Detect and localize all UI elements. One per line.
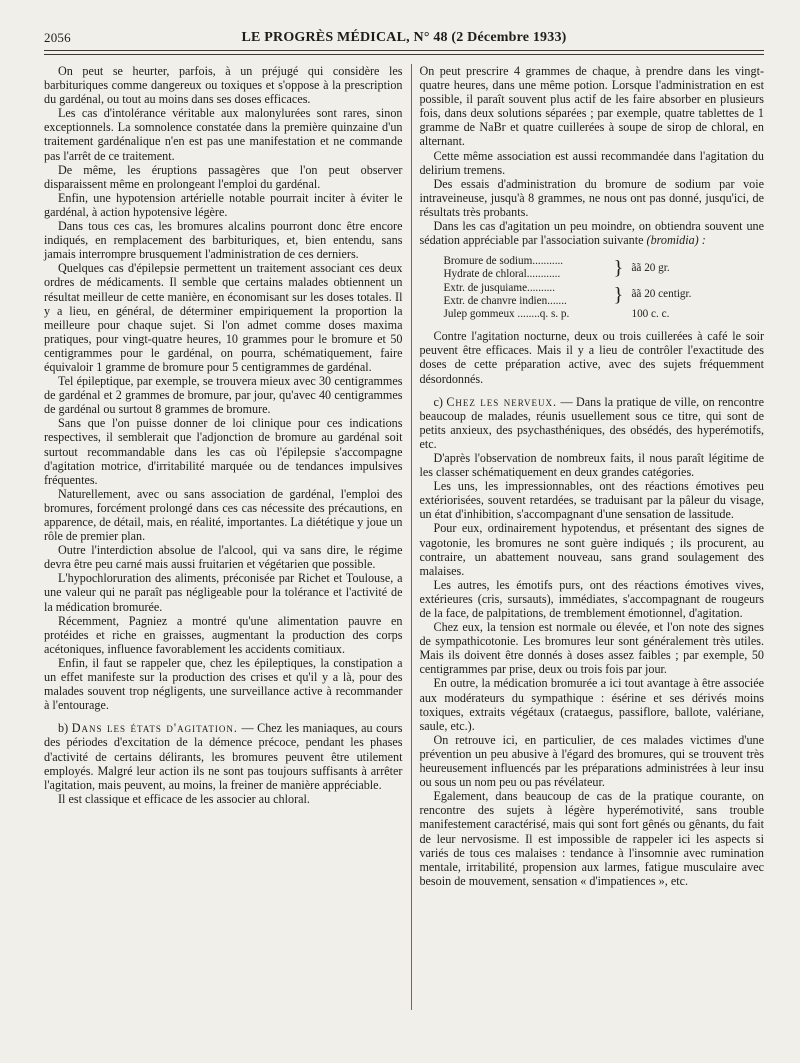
column-divider [411, 64, 412, 1010]
paragraph: Récemment, Pagniez a montré qu'une alimentation pauvre en protéides et riche en graisses, augmentant la production des corps acétoniques, influence favorablement les accidents comitiaux. [44, 613, 403, 656]
paragraph: Il est classique et efficace de les associer au chloral. [58, 791, 310, 806]
section-heading: Dans les états d'agitation. [71, 721, 238, 736]
page-number: 2056 [44, 30, 71, 45]
recipe-item: Extr. de jusquiame.......... [443, 281, 556, 294]
paragraph: Sans que l'on puisse donner de loi clinique pour ces indications respectives, il semblerait que l'adjonction de bromure au gardénal soit surtout recommandable dans les cas où l'épilepsie s'accompagne d'agitation motrice, d'irritabilité marquée ou de tendances impulsives fréquentes. [44, 416, 403, 487]
recipe-dose: 100 c. c. [631, 308, 670, 321]
right-column [419, 64, 764, 1010]
paragraph: Les cas d'intolérance véritable aux malonylurées sont rares, sinon exceptionnels. La somnolence constatée dans la première quinzaine d'un traitement gardénalique n'en est pas une manifestation et ne commande pas l'arrêt de ce traitement. [44, 106, 403, 163]
paragraph: Cette même association est aussi recommandée dans l'agitation du delirium tremens. [419, 148, 764, 177]
page-header [44, 26, 764, 48]
left-column [44, 64, 402, 1010]
bromidia-name: (bromidia) : [646, 233, 706, 248]
paragraph: On peut se heurter, parfois, à un préjugé qui considère les barbituriques comme dangereux ou toxiques et s'oppose à la prescription du gardénal, ou tout au moins dans ses doses efficaces. [44, 64, 403, 107]
section-c-paragraph [419, 395, 764, 451]
section-heading: Chez les nerveux. [446, 394, 558, 409]
paragraph: L'hypochloruration des aliments, préconisée par Richet et Toulouse, a une valeur qui ne paraît pas négligeable pour la tolérance et l'activité de la médication bromurée. [44, 571, 403, 614]
header-rule [44, 50, 764, 51]
header-rule-thin [44, 54, 764, 55]
paragraph [419, 219, 764, 247]
article-body [44, 64, 764, 1010]
paragraph: Pour eux, ordinairement hypotendus, et présentant des signes de vagotonie, les bromures ne sont guère indiqués ; ils procurent, au contraire, un abattement nouveau, sans grand soulagement des malaises. [419, 521, 764, 578]
recipe-item: Bromure de sodium........... [443, 255, 564, 268]
bromidia-intro: Dans les cas d'agitation un peu moindre, on obtiendra souvent une sédation appréciable par l'association suivante [419, 219, 764, 248]
running-title: LE PROGRÈS MÉDICAL, N° 48 (2 Décembre 1933) [241, 30, 567, 45]
paragraph: Enfin, une hypotension artérielle notable pourrait inciter à éviter le gardénal, à action hypotensive légère. [44, 190, 403, 219]
section-text: — Dans la pratique de ville, on rencontre beaucoup de malades, réunis usuellement sous ce titre, qui sont de petits anxieux, des psychasthéniques, des obsédés, des hyperémotifs, etc. [419, 394, 764, 451]
recipe-dose: ãã 20 centigr. [631, 288, 692, 301]
paragraph: Chez eux, la tension est normale ou élevée, et l'on note des signes de sympathicotonie. Les bromures leur sont généralement très utiles. Mais ils doivent être donnés à doses assez faibles ; par exemple, 50 centigrammes par prise, deux ou trois fois par jour. [419, 620, 764, 677]
section-marker: c) [433, 394, 443, 409]
paragraph: On retrouve ici, en particulier, de ces malades victimes d'une prévention un peu abusive à l'égard des bromures, qui se trouvent très heureusement influencés par les préparations administrées à leur insu ou sous un nom peu ou pas révélateur. [419, 732, 764, 790]
recipe-dose: ãã 20 gr. [631, 261, 670, 274]
paragraph: Quelques cas d'épilepsie permettent un traitement associant ces deux ordres de médicaments. Il semble que certains malades obtiennent un résultat meilleur de cette manière, en économisant sur les doses totales. Il y a lieu, en général, de déterminer empiriquement la proportion la meilleure pour chaque sujet. Si l'on admet comme doses maxima pratiques, pour vingt-quatre heures, 10 grammes pour le bromure et 50 centigrammes pour le gardénal, on pourra, schématiquement, faire équivaloir 1 gramme de bromure pour 5 centigrammes de gardénal. [44, 261, 403, 374]
recipe-item: Hydrate de chloral............ [443, 268, 561, 281]
recipe-item: Julep gommeux ........q. s. p. [443, 308, 570, 321]
brace-icon: } [613, 257, 624, 280]
paragraph: Egalement, dans beaucoup de cas de la pratique courante, on rencontre des sujets à légère hyperémotivité, sans trouble manifestement caractérisé, mais qui sont fort gênés ou gênants, du fait de leur nervosisme. Il est impossible de rappeler ici les aspects si variés de tous ces malaises : tendance à l'insomnie avec rumination mentale, irritabilité, propension aux larmes, fatigue musculaire avec besoin de mouvement, sensation « d'impatiences », etc. [419, 789, 764, 888]
paragraph: En outre, la médication bromurée a ici tout avantage à être associée aux modérateurs du sympathique : ésérine et ses dérivés moins toxiques, extraits végétaux (crataegus, passiflore, ballote, valériane, saule, etc.). [419, 676, 764, 733]
brace-icon: } [613, 283, 624, 306]
recipe-item: Extr. de chanvre indien....... [443, 294, 567, 307]
paragraph: Naturellement, avec ou sans association de gardénal, l'emploi des bromures, forcément prolongé dans ces cas nécessite des précautions, en apparence, de détail, mais, en réalité, importantes. La diététique y joue un rôle de premier plan. [44, 486, 403, 544]
paragraph: Contre l'agitation nocturne, deux ou trois cuillerées à café le soir peuvent être efficaces. Mais il y a lieu de contrôler l'exactitude des doses de cette préparation active, avec des sujets fréquemment désordonnés. [419, 329, 764, 386]
section-text: — Chez les maniaques, au cours des périodes d'excitation de la démence précoce, pendant les phases d'activité de certains délirants, les bromures peuvent être utilement employés. Malgré leur action ils ne sont pas toujours suffisants à arrêter l'agitation, mais peuvent, au moins, la freiner de manière appréciable. [44, 721, 403, 792]
prescription-formula [443, 255, 764, 321]
paragraph: Les autres, les émotifs purs, ont des réactions émotives vives, extérieures (cris, sursauts), immédiates, s'accompagnant de rougeurs de la face, de palpitations, de tremblement émotionnel, d'agitation. [419, 577, 764, 621]
paragraph: Les uns, les impressionnables, ont des réactions émotives peu extériorisées, souvent retardées, se traduisant par la pâleur du visage, un état d'inhibition, s'accompagnant d'une sensation de lassitude. [419, 479, 764, 522]
paragraph: Enfin, il faut se rappeler que, chez les épileptiques, la constipation a un effet manifeste sur la production des crises et qu'il y a là, pour des malades souvent trop négligents, une surveillance active à recommander à l'entourage. [44, 655, 403, 713]
section-marker: b) [58, 721, 69, 736]
paragraph: Des essais d'administration du bromure de sodium par voie intraveineuse, jusqu'à 8 grammes, ne nous ont pas donné, jusqu'ici, de résultats très probants. [419, 176, 764, 219]
paragraph: De même, les éruptions passagères que l'on peut observer disparaissent même en prolongeant l'emploi du gardénal. [44, 162, 403, 191]
paragraph: On peut prescrire 4 grammes de chaque, à prendre dans les vingt-quatre heures, dans une même potion. Lorsque l'administration en est possible, il paraît souvent plus actif de les faire absorber en plusieurs fois, dans deux solutions séparées ; par exemple, quatre tablettes de 1 gramme de NaBr et quatre cuillerées à soupe de sirop de chloral, en alternant. [419, 64, 764, 149]
paragraph: Outre l'interdiction absolue de l'alcool, qui va sans dire, le régime devra être peu carné mais aussi fruitarien et végétarien que possible. [44, 543, 403, 572]
paragraph: Dans tous ces cas, les bromures alcalins pourront donc être encore indiqués, en remplacement des barbituriques, et, bien entendu, sans jamais interrompre brusquement l'administration de ces derniers. [44, 219, 403, 262]
section-b-paragraph [44, 721, 402, 791]
paragraph: D'après l'observation de nombreux faits, il nous paraît légitime de les classer schématiquement en deux grandes catégories. [419, 450, 764, 480]
paragraph: Tel épileptique, par exemple, se trouvera mieux avec 30 centigrammes de gardénal et 2 grammes de bromure, par jour, qu'avec 40 centigrammes de gardénal ou surtout 8 grammes de bromure. [44, 374, 403, 417]
